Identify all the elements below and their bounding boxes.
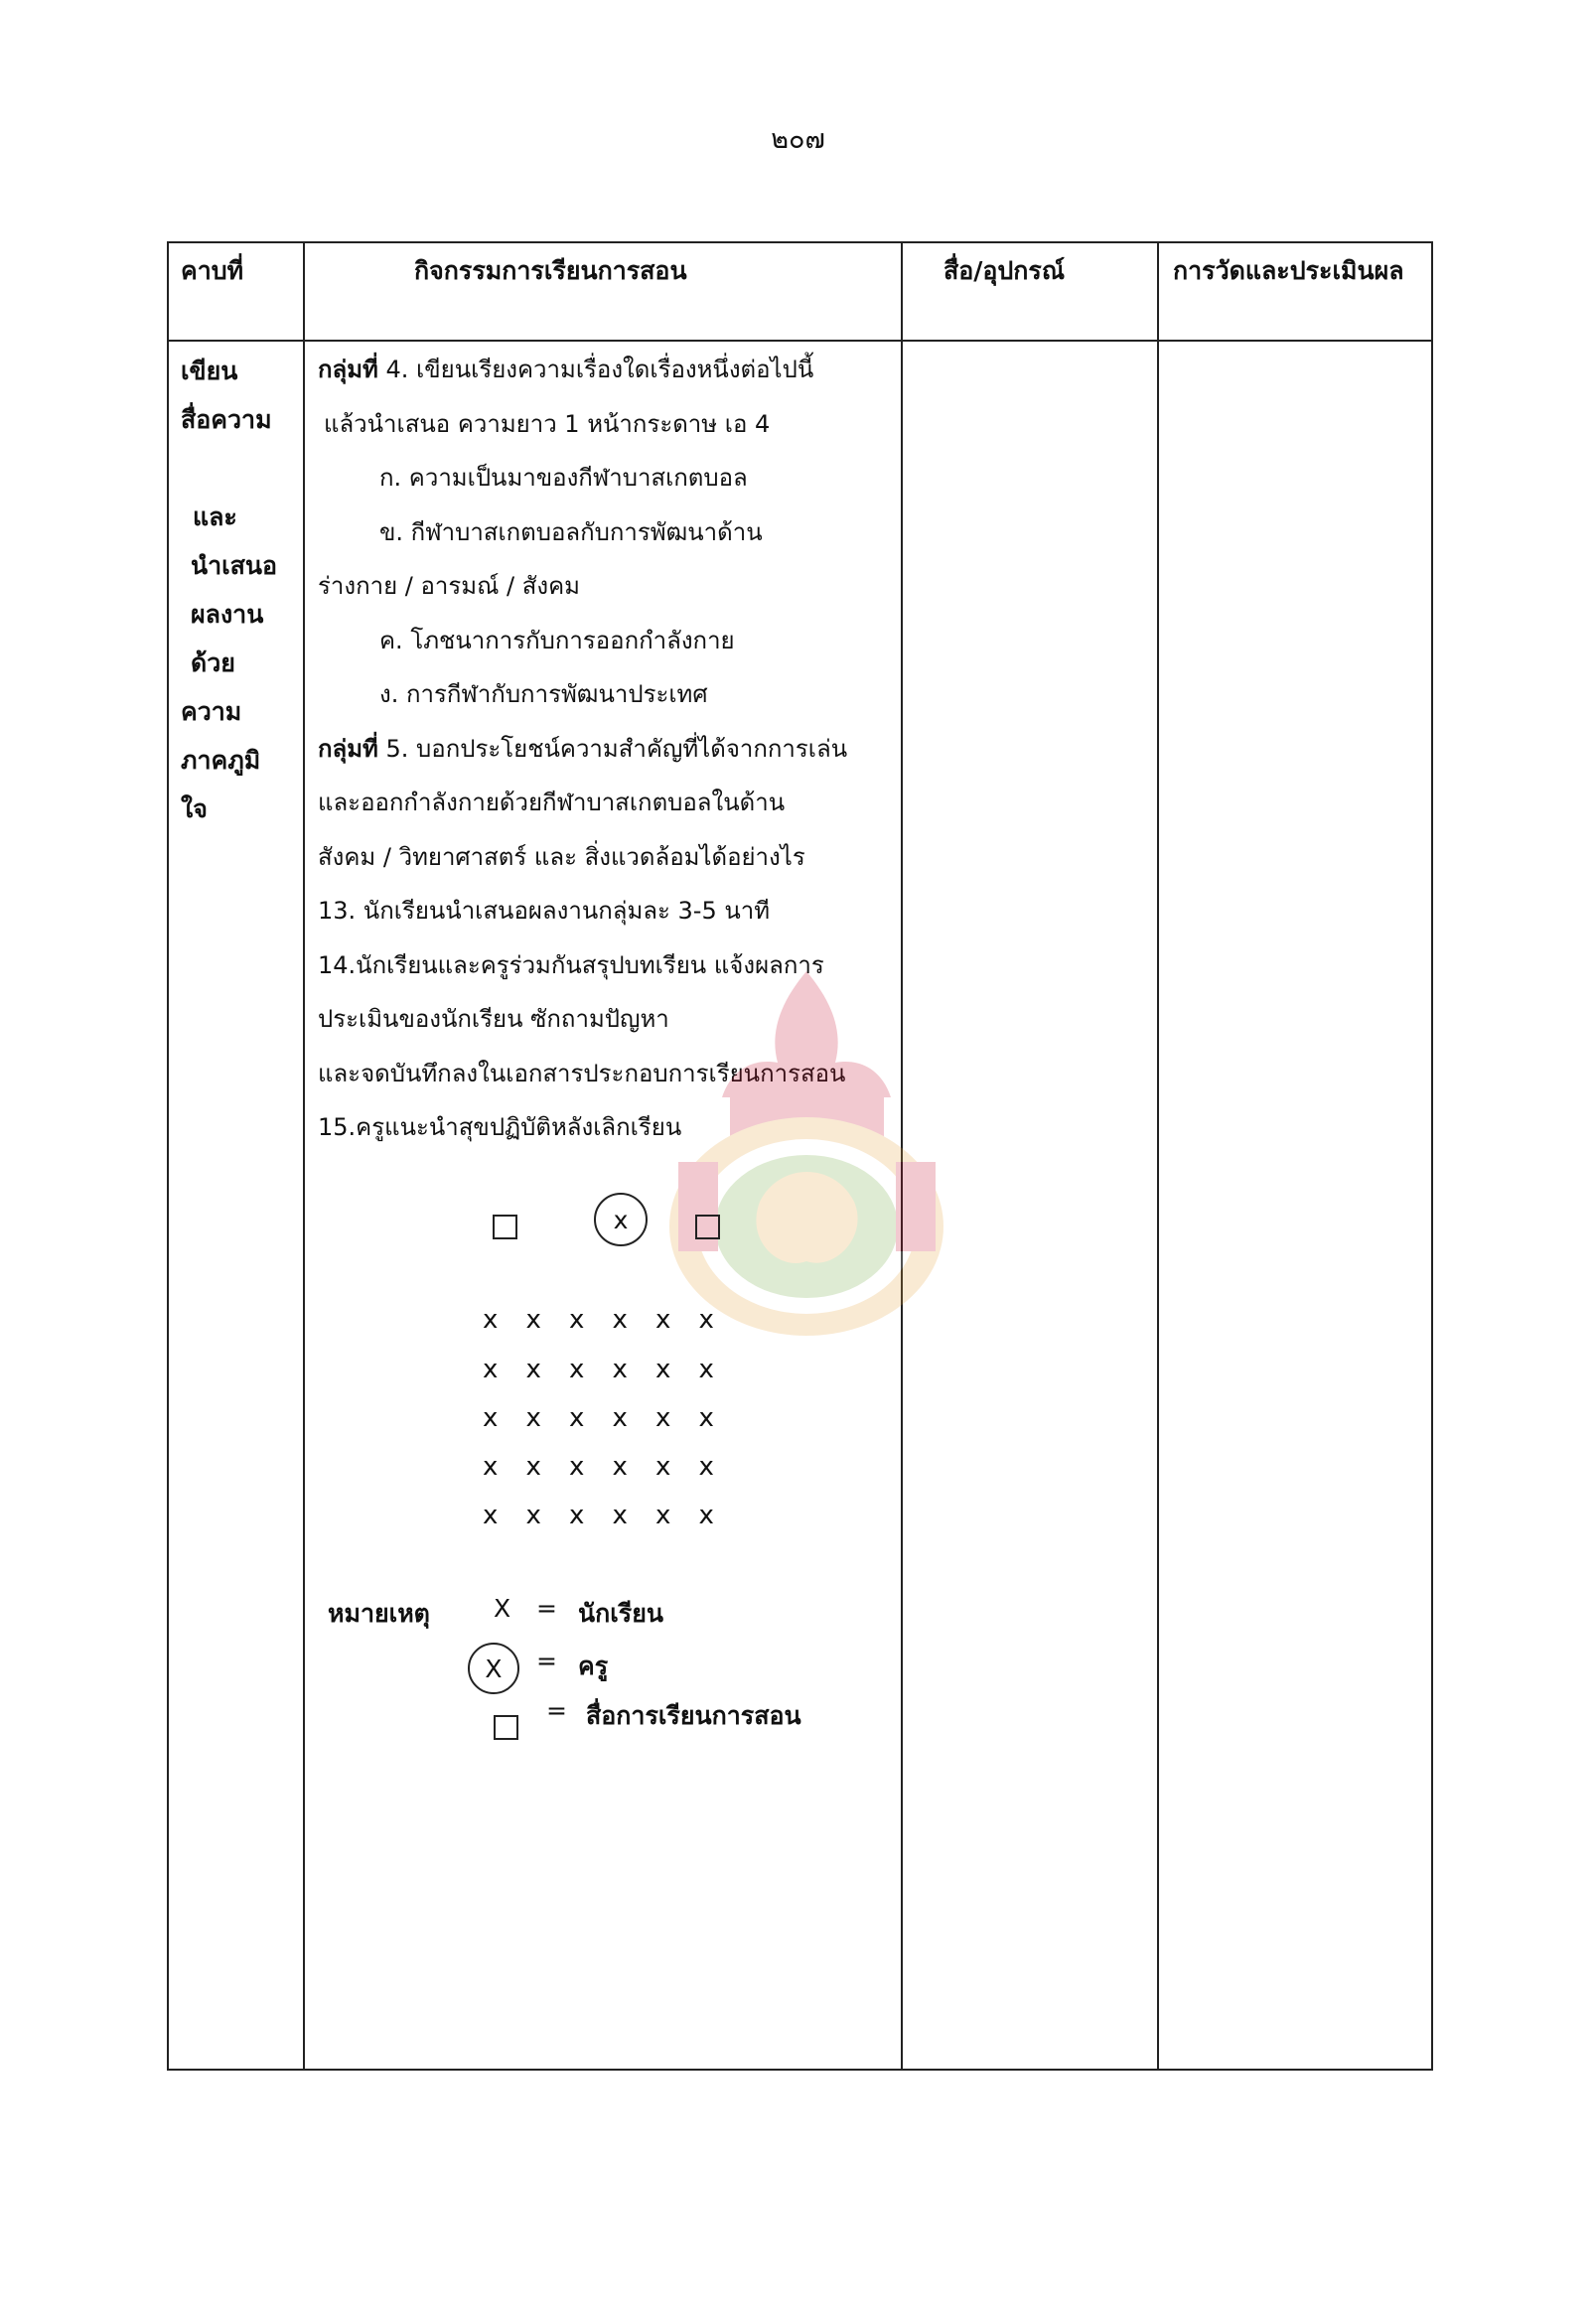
legend-title: หมายเหตุ bbox=[328, 1599, 430, 1628]
header-evaluation: การวัดและประเมินผล bbox=[1173, 256, 1404, 285]
activity-line: ประเมินของนักเรียน ซักถามปัญหา bbox=[318, 1005, 669, 1033]
legend-equals: = bbox=[536, 1594, 557, 1623]
activity-line bbox=[318, 343, 904, 397]
student-row bbox=[483, 1403, 742, 1433]
student-mark: x bbox=[483, 1355, 499, 1384]
student-mark: x bbox=[655, 1403, 671, 1433]
student-mark: x bbox=[698, 1305, 714, 1335]
legend-media-label: สื่อการเรียนการสอน bbox=[586, 1701, 801, 1730]
legend-student-symbol: X bbox=[494, 1594, 511, 1623]
student-mark: x bbox=[698, 1355, 714, 1384]
activity-group-label: กลุ่มที่ bbox=[318, 356, 378, 383]
student-mark: x bbox=[483, 1452, 499, 1482]
student-mark: x bbox=[483, 1305, 499, 1335]
student-mark: x bbox=[655, 1355, 671, 1384]
legend-equals: = bbox=[536, 1647, 557, 1675]
student-row bbox=[483, 1305, 742, 1335]
activity-line: แล้วนำเสนอ ความยาว 1 หน้ากระดาษ เอ 4 bbox=[324, 409, 771, 438]
period-topic-line: สื่อความ bbox=[181, 405, 272, 434]
period-topic-line: เขียน bbox=[181, 357, 238, 385]
activity-line: และจดบันทึกลงในเอกสารประกอบการเรียนการสอน bbox=[318, 1059, 846, 1087]
activity-text: 5. บอกประโยชน์ความสำคัญที่ได้จากการเล่น bbox=[377, 734, 848, 763]
header-divider bbox=[169, 340, 1431, 342]
activity-line: ร่างกาย / อารมณ์ / สังคม bbox=[318, 572, 580, 600]
teacher-mark: x bbox=[613, 1205, 629, 1234]
student-mark: x bbox=[612, 1452, 628, 1482]
activity-line: 13. นักเรียนนำเสนอผลงานกลุ่มละ 3-5 นาที bbox=[318, 897, 771, 925]
student-mark: x bbox=[698, 1501, 714, 1530]
activity-line: ค. โภชนาการกับการออกกำลังกาย bbox=[379, 626, 735, 654]
student-mark: x bbox=[612, 1501, 628, 1530]
activity-line: ง. การกีฬากับการพัฒนาประเทศ bbox=[379, 680, 708, 708]
activity-line bbox=[318, 722, 904, 777]
legend-teacher-label: ครู bbox=[578, 1652, 609, 1680]
legend-student-label: นักเรียน bbox=[578, 1599, 663, 1628]
student-mark: x bbox=[612, 1403, 628, 1433]
student-mark: x bbox=[569, 1305, 585, 1335]
period-topic-line: ผลงาน bbox=[191, 600, 264, 629]
student-mark: x bbox=[525, 1501, 541, 1530]
header-activities: กิจกรรมการเรียนการสอน bbox=[414, 256, 687, 285]
period-topic-line bbox=[181, 444, 300, 493]
activity-text: 4. เขียนเรียงความเรื่องใดเรื่องหนึ่งต่อไปนี้ bbox=[377, 356, 814, 383]
period-topic-line: ความ bbox=[181, 697, 242, 726]
period-topic-line: ภาคภูมิ bbox=[181, 746, 261, 775]
column-divider bbox=[1157, 243, 1159, 2069]
legend-teacher-symbol: X bbox=[485, 1654, 503, 1683]
period-topic bbox=[181, 347, 300, 833]
student-mark: x bbox=[569, 1501, 585, 1530]
activity-line: และออกกำลังกายด้วยกีฬาบาสเกตบอลในด้าน bbox=[318, 789, 786, 816]
student-mark: x bbox=[569, 1355, 585, 1384]
column-divider bbox=[303, 243, 305, 2069]
media-square-icon bbox=[493, 1215, 517, 1239]
activity-line: ก. ความเป็นมาของกีฬาบาสเกตบอล bbox=[379, 464, 748, 492]
student-mark: x bbox=[483, 1501, 499, 1530]
period-topic-line: และ bbox=[193, 503, 237, 531]
student-mark: x bbox=[525, 1305, 541, 1335]
student-mark: x bbox=[483, 1403, 499, 1433]
school-seal-watermark-icon bbox=[660, 963, 953, 1346]
activity-line: ข. กีฬาบาสเกตบอลกับการพัฒนาด้าน bbox=[379, 517, 763, 546]
student-mark: x bbox=[698, 1403, 714, 1433]
student-mark: x bbox=[569, 1452, 585, 1482]
student-mark: x bbox=[612, 1355, 628, 1384]
student-row bbox=[483, 1355, 742, 1384]
legend-equals: = bbox=[546, 1696, 567, 1725]
student-mark: x bbox=[698, 1452, 714, 1482]
student-row bbox=[483, 1452, 742, 1482]
student-mark: x bbox=[525, 1355, 541, 1384]
activity-line: 15.ครูแนะนำสุขปฏิบัติหลังเลิกเรียน bbox=[318, 1113, 682, 1141]
legend-media-square-icon bbox=[494, 1715, 518, 1740]
teacher-circle-icon bbox=[594, 1193, 648, 1246]
activity-line: สังคม / วิทยาศาสตร์ และ สิ่งแวดล้อมได้อย่างไร bbox=[318, 842, 805, 871]
student-mark: x bbox=[655, 1452, 671, 1482]
student-mark: x bbox=[569, 1403, 585, 1433]
student-mark: x bbox=[525, 1403, 541, 1433]
period-topic-line: ใจ bbox=[181, 794, 208, 823]
legend-teacher-circle-icon bbox=[468, 1643, 519, 1694]
header-media: สื่อ/อุปกรณ์ bbox=[943, 256, 1066, 285]
activity-group-label: กลุ่มที่ bbox=[318, 734, 378, 763]
period-topic-line: ด้วย bbox=[191, 648, 235, 677]
student-mark: x bbox=[655, 1305, 671, 1335]
student-row bbox=[483, 1501, 742, 1530]
media-square-icon bbox=[695, 1215, 720, 1239]
student-mark: x bbox=[525, 1452, 541, 1482]
student-mark: x bbox=[655, 1501, 671, 1530]
student-mark: x bbox=[612, 1305, 628, 1335]
header-period: คาบที่ bbox=[181, 256, 244, 285]
page-number: ๒๐๗ bbox=[771, 124, 825, 155]
period-topic-line: นำเสนอ bbox=[191, 551, 278, 580]
activity-line: 14.นักเรียนและครูร่วมกันสรุปบทเรียน แจ้งผลการ bbox=[318, 950, 824, 979]
